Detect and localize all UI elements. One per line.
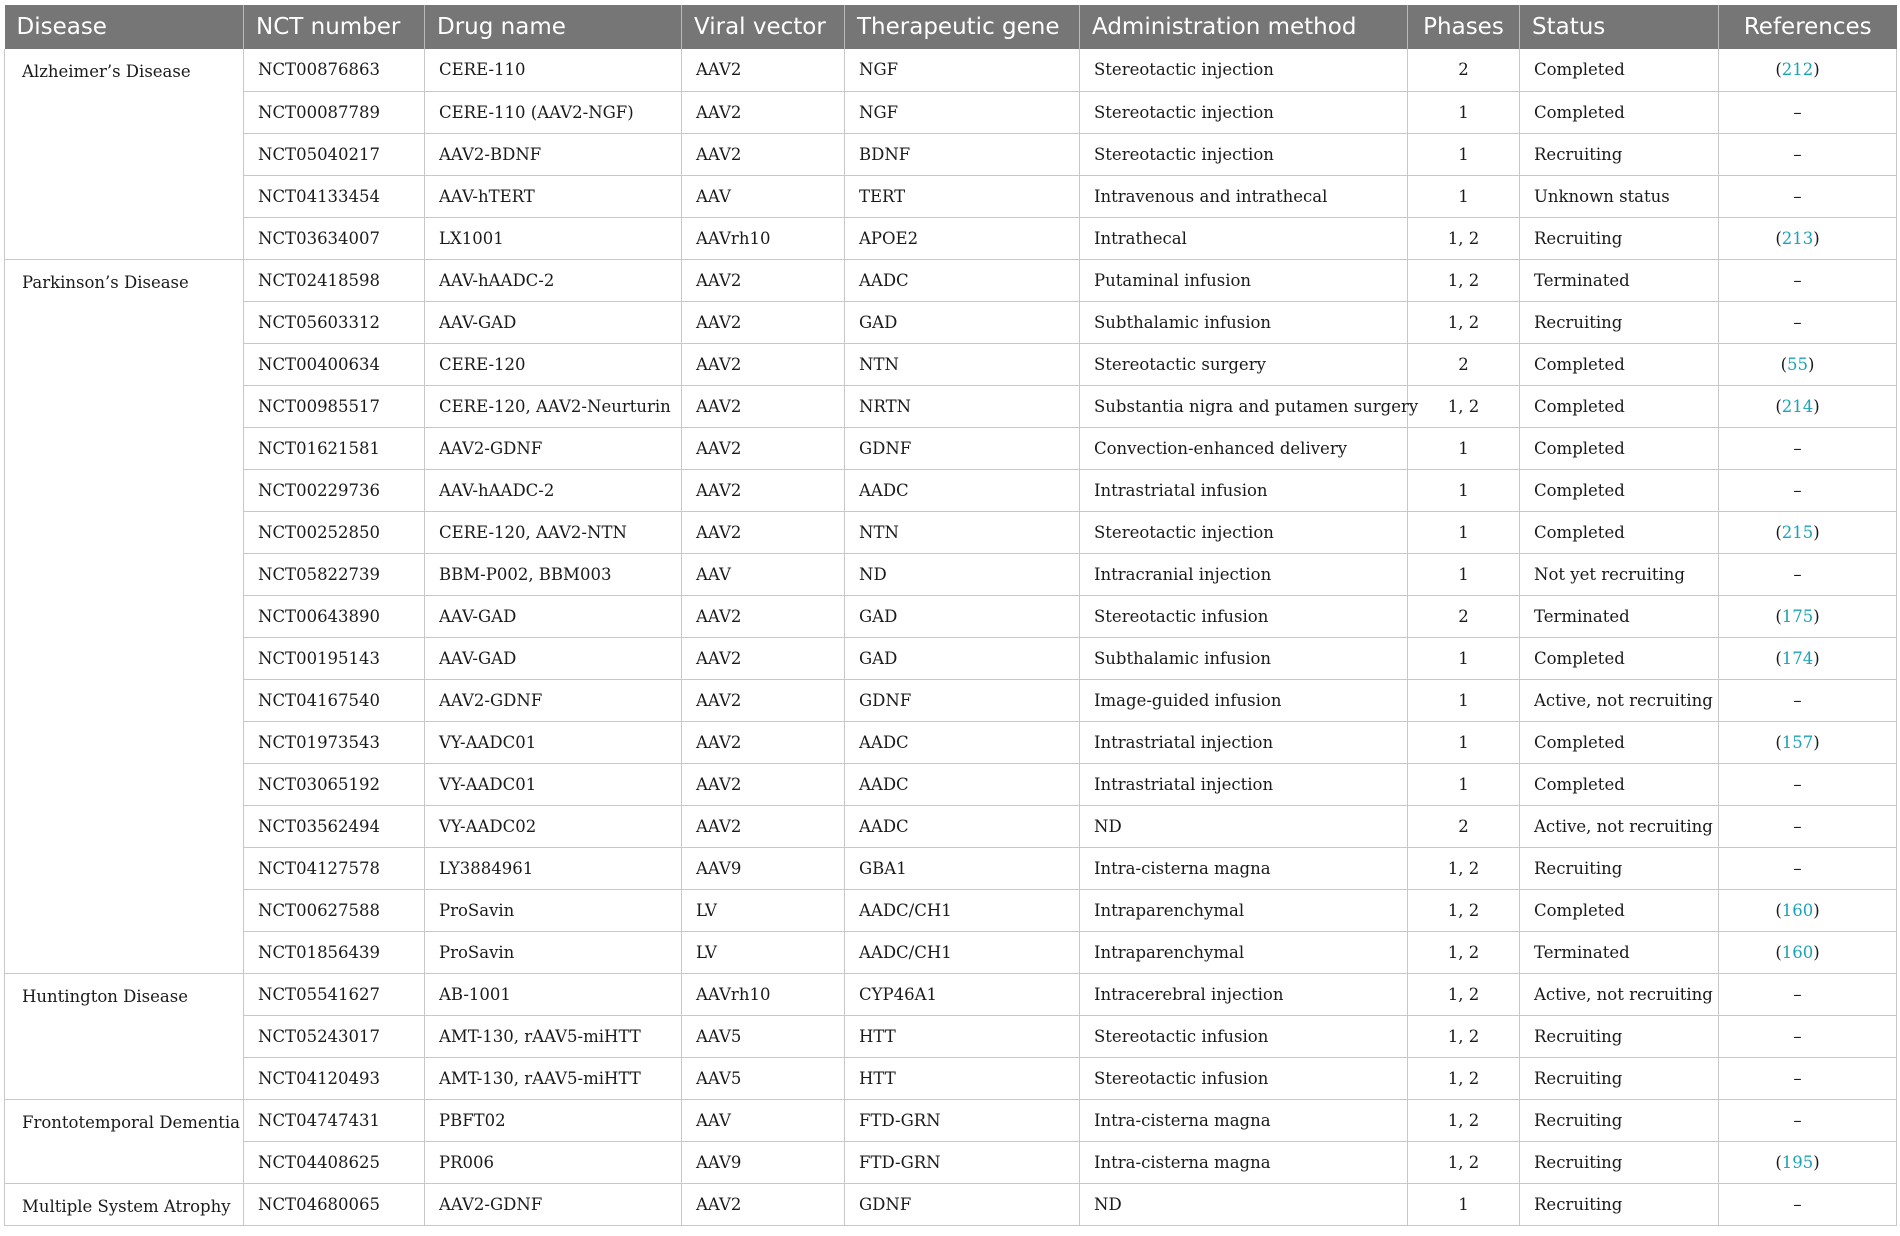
references-cell: –: [1719, 91, 1897, 133]
table-row: [5, 1183, 1897, 1225]
table-row: [5, 49, 1897, 91]
therapeutic-gene-cell: GDNF: [845, 427, 1080, 469]
reference-link[interactable]: 214: [1781, 396, 1814, 416]
drug-name-cell: LY3884961: [425, 847, 682, 889]
therapeutic-gene-cell: AADC: [845, 721, 1080, 763]
viral-vector-cell: AAV: [682, 175, 845, 217]
administration-method-cell: Intraparenchymal: [1080, 931, 1408, 973]
viral-vector-cell: AAV2: [682, 133, 845, 175]
therapeutic-gene-cell: GAD: [845, 301, 1080, 343]
administration-method-cell: Intraparenchymal: [1080, 889, 1408, 931]
administration-method-cell: ND: [1080, 1183, 1408, 1225]
administration-method-cell: Intra-cisterna magna: [1080, 847, 1408, 889]
nct-number-cell: NCT03065192: [244, 763, 425, 805]
drug-name-cell: VY-AADC01: [425, 763, 682, 805]
references-cell: –: [1719, 1183, 1897, 1225]
phases-cell: 1, 2: [1408, 973, 1520, 1015]
administration-method-cell: Intracerebral injection: [1080, 973, 1408, 1015]
viral-vector-cell: AAV2: [682, 259, 845, 301]
administration-method-cell: Intracranial injection: [1080, 553, 1408, 595]
viral-vector-cell: AAV: [682, 1099, 845, 1141]
reference-link[interactable]: 157: [1781, 732, 1814, 752]
reference-link[interactable]: 55: [1787, 354, 1808, 374]
phases-cell: 1, 2: [1408, 931, 1520, 973]
table-body: [5, 49, 1897, 1225]
references-cell: –: [1719, 973, 1897, 1015]
drug-name-cell: AAV2-GDNF: [425, 427, 682, 469]
phases-cell: 1, 2: [1408, 847, 1520, 889]
disease-cell: Huntington Disease: [5, 973, 244, 1099]
references-cell[interactable]: (55): [1719, 343, 1897, 385]
header-references: References: [1719, 5, 1897, 49]
nct-number-cell: NCT00252850: [244, 511, 425, 553]
nct-number-cell: NCT00985517: [244, 385, 425, 427]
references-cell[interactable]: (215): [1719, 511, 1897, 553]
table-row: [5, 343, 1897, 385]
administration-method-cell: Putaminal infusion: [1080, 259, 1408, 301]
viral-vector-cell: AAV: [682, 553, 845, 595]
status-cell: Recruiting: [1520, 1141, 1719, 1183]
drug-name-cell: VY-AADC02: [425, 805, 682, 847]
nct-number-cell: NCT05040217: [244, 133, 425, 175]
therapeutic-gene-cell: AADC/CH1: [845, 889, 1080, 931]
drug-name-cell: AAV2-GDNF: [425, 1183, 682, 1225]
nct-number-cell: NCT01856439: [244, 931, 425, 973]
nct-number-cell: NCT00087789: [244, 91, 425, 133]
administration-method-cell: Intra-cisterna magna: [1080, 1141, 1408, 1183]
references-cell: –: [1719, 469, 1897, 511]
nct-number-cell: NCT00627588: [244, 889, 425, 931]
references-cell[interactable]: (157): [1719, 721, 1897, 763]
drug-name-cell: CERE-120, AAV2-NTN: [425, 511, 682, 553]
drug-name-cell: AAV-hAADC-2: [425, 259, 682, 301]
nct-number-cell: NCT04408625: [244, 1141, 425, 1183]
table-row: [5, 259, 1897, 301]
reference-link[interactable]: 175: [1781, 606, 1814, 626]
drug-name-cell: VY-AADC01: [425, 721, 682, 763]
viral-vector-cell: AAV2: [682, 637, 845, 679]
therapeutic-gene-cell: NGF: [845, 91, 1080, 133]
therapeutic-gene-cell: CYP46A1: [845, 973, 1080, 1015]
references-cell[interactable]: (213): [1719, 217, 1897, 259]
status-cell: Completed: [1520, 385, 1719, 427]
phases-cell: 1: [1408, 133, 1520, 175]
table-row: [5, 385, 1897, 427]
table-row: [5, 1015, 1897, 1057]
status-cell: Completed: [1520, 49, 1719, 91]
nct-number-cell: NCT05243017: [244, 1015, 425, 1057]
drug-name-cell: CERE-120: [425, 343, 682, 385]
references-cell: –: [1719, 553, 1897, 595]
nct-number-cell: NCT03562494: [244, 805, 425, 847]
table-row: [5, 637, 1897, 679]
table-row: [5, 1099, 1897, 1141]
viral-vector-cell: AAV5: [682, 1015, 845, 1057]
therapeutic-gene-cell: NRTN: [845, 385, 1080, 427]
nct-number-cell: NCT03634007: [244, 217, 425, 259]
viral-vector-cell: AAV2: [682, 805, 845, 847]
therapeutic-gene-cell: AADC: [845, 763, 1080, 805]
references-cell: –: [1719, 259, 1897, 301]
status-cell: Completed: [1520, 763, 1719, 805]
phases-cell: 1, 2: [1408, 1057, 1520, 1099]
therapeutic-gene-cell: NTN: [845, 511, 1080, 553]
references-cell: –: [1719, 301, 1897, 343]
table-header: [5, 5, 1897, 49]
table-row: [5, 1141, 1897, 1183]
phases-cell: 1: [1408, 1183, 1520, 1225]
viral-vector-cell: AAV2: [682, 385, 845, 427]
therapeutic-gene-cell: GAD: [845, 637, 1080, 679]
viral-vector-cell: AAV2: [682, 469, 845, 511]
viral-vector-cell: LV: [682, 889, 845, 931]
references-cell: –: [1719, 133, 1897, 175]
therapeutic-gene-cell: NTN: [845, 343, 1080, 385]
table-row: [5, 133, 1897, 175]
references-cell: –: [1719, 1057, 1897, 1099]
status-cell: Recruiting: [1520, 1057, 1719, 1099]
disease-cell: Multiple System Atrophy: [5, 1183, 244, 1225]
references-cell[interactable]: (214): [1719, 385, 1897, 427]
references-cell: –: [1719, 175, 1897, 217]
viral-vector-cell: AAVrh10: [682, 217, 845, 259]
references-cell[interactable]: (212): [1719, 49, 1897, 91]
viral-vector-cell: AAV2: [682, 343, 845, 385]
viral-vector-cell: AAV2: [682, 511, 845, 553]
therapeutic-gene-cell: GDNF: [845, 1183, 1080, 1225]
phases-cell: 1: [1408, 469, 1520, 511]
nct-number-cell: NCT04127578: [244, 847, 425, 889]
header-row: [5, 5, 1897, 49]
table-row: [5, 889, 1897, 931]
header-phases: Phases: [1408, 5, 1520, 49]
drug-name-cell: LX1001: [425, 217, 682, 259]
viral-vector-cell: AAV5: [682, 1057, 845, 1099]
status-cell: Active, not recruiting: [1520, 973, 1719, 1015]
administration-method-cell: Stereotactic injection: [1080, 49, 1408, 91]
clinical-trials-table: [4, 5, 1897, 1226]
references-cell[interactable]: (175): [1719, 595, 1897, 637]
phases-cell: 1, 2: [1408, 1141, 1520, 1183]
administration-method-cell: ND: [1080, 805, 1408, 847]
nct-number-cell: NCT02418598: [244, 259, 425, 301]
phases-cell: 1, 2: [1408, 1099, 1520, 1141]
phases-cell: 1: [1408, 679, 1520, 721]
viral-vector-cell: AAV2: [682, 301, 845, 343]
drug-name-cell: AAV-GAD: [425, 301, 682, 343]
administration-method-cell: Stereotactic infusion: [1080, 595, 1408, 637]
reference-link[interactable]: 160: [1781, 942, 1814, 962]
therapeutic-gene-cell: TERT: [845, 175, 1080, 217]
table-row: [5, 1057, 1897, 1099]
header-status: Status: [1520, 5, 1719, 49]
viral-vector-cell: LV: [682, 931, 845, 973]
viral-vector-cell: AAV2: [682, 763, 845, 805]
table-row: [5, 847, 1897, 889]
administration-method-cell: Intrastriatal injection: [1080, 763, 1408, 805]
therapeutic-gene-cell: ND: [845, 553, 1080, 595]
status-cell: Unknown status: [1520, 175, 1719, 217]
status-cell: Recruiting: [1520, 133, 1719, 175]
header-administration-method: Administration method: [1080, 5, 1408, 49]
phases-cell: 1, 2: [1408, 889, 1520, 931]
drug-name-cell: AAV2-GDNF: [425, 679, 682, 721]
drug-name-cell: CERE-120, AAV2-Neurturin: [425, 385, 682, 427]
therapeutic-gene-cell: GBA1: [845, 847, 1080, 889]
drug-name-cell: AMT-130, rAAV5-miHTT: [425, 1015, 682, 1057]
therapeutic-gene-cell: AADC/CH1: [845, 931, 1080, 973]
header-drug-name: Drug name: [425, 5, 682, 49]
status-cell: Active, not recruiting: [1520, 805, 1719, 847]
phases-cell: 1, 2: [1408, 217, 1520, 259]
phases-cell: 1: [1408, 721, 1520, 763]
header-disease: Disease: [5, 5, 244, 49]
references-cell[interactable]: (174): [1719, 637, 1897, 679]
administration-method-cell: Stereotactic injection: [1080, 133, 1408, 175]
drug-name-cell: ProSavin: [425, 889, 682, 931]
status-cell: Terminated: [1520, 259, 1719, 301]
drug-name-cell: AAV-GAD: [425, 595, 682, 637]
status-cell: Recruiting: [1520, 217, 1719, 259]
reference-link[interactable]: 212: [1781, 60, 1814, 80]
viral-vector-cell: AAVrh10: [682, 973, 845, 1015]
header-therapeutic-gene: Therapeutic gene: [845, 5, 1080, 49]
administration-method-cell: Intravenous and intrathecal: [1080, 175, 1408, 217]
administration-method-cell: Intra-cisterna magna: [1080, 1099, 1408, 1141]
drug-name-cell: PBFT02: [425, 1099, 682, 1141]
status-cell: Completed: [1520, 637, 1719, 679]
administration-method-cell: Subthalamic infusion: [1080, 637, 1408, 679]
administration-method-cell: Substantia nigra and putamen surgery: [1080, 385, 1408, 427]
references-cell: –: [1719, 1099, 1897, 1141]
nct-number-cell: NCT00643890: [244, 595, 425, 637]
therapeutic-gene-cell: AADC: [845, 469, 1080, 511]
phases-cell: 2: [1408, 805, 1520, 847]
reference-link[interactable]: 215: [1781, 522, 1814, 542]
table-row: [5, 217, 1897, 259]
nct-number-cell: NCT00195143: [244, 637, 425, 679]
drug-name-cell: AB-1001: [425, 973, 682, 1015]
therapeutic-gene-cell: AADC: [845, 805, 1080, 847]
administration-method-cell: Stereotactic injection: [1080, 91, 1408, 133]
viral-vector-cell: AAV2: [682, 49, 845, 91]
nct-number-cell: NCT04133454: [244, 175, 425, 217]
therapeutic-gene-cell: GAD: [845, 595, 1080, 637]
reference-link[interactable]: 213: [1781, 228, 1814, 248]
administration-method-cell: Intrastriatal injection: [1080, 721, 1408, 763]
table-row: [5, 721, 1897, 763]
disease-cell: Parkinson’s Disease: [5, 259, 244, 973]
phases-cell: 1: [1408, 91, 1520, 133]
administration-method-cell: Convection-enhanced delivery: [1080, 427, 1408, 469]
table-row: [5, 763, 1897, 805]
table-row: [5, 553, 1897, 595]
phases-cell: 1: [1408, 553, 1520, 595]
viral-vector-cell: AAV2: [682, 427, 845, 469]
phases-cell: 2: [1408, 343, 1520, 385]
therapeutic-gene-cell: HTT: [845, 1057, 1080, 1099]
references-cell[interactable]: (195): [1719, 1141, 1897, 1183]
viral-vector-cell: AAV2: [682, 91, 845, 133]
references-cell[interactable]: (160): [1719, 889, 1897, 931]
references-cell[interactable]: (160): [1719, 931, 1897, 973]
status-cell: Completed: [1520, 91, 1719, 133]
viral-vector-cell: AAV2: [682, 595, 845, 637]
phases-cell: 1, 2: [1408, 259, 1520, 301]
table-row: [5, 91, 1897, 133]
table-row: [5, 973, 1897, 1015]
therapeutic-gene-cell: FTD-GRN: [845, 1099, 1080, 1141]
nct-number-cell: NCT01621581: [244, 427, 425, 469]
status-cell: Recruiting: [1520, 1183, 1719, 1225]
nct-number-cell: NCT04747431: [244, 1099, 425, 1141]
status-cell: Terminated: [1520, 931, 1719, 973]
disease-cell: Frontotemporal Dementia: [5, 1099, 244, 1183]
viral-vector-cell: AAV2: [682, 679, 845, 721]
therapeutic-gene-cell: AADC: [845, 259, 1080, 301]
viral-vector-cell: AAV2: [682, 721, 845, 763]
references-cell: –: [1719, 847, 1897, 889]
reference-link[interactable]: 160: [1781, 900, 1814, 920]
therapeutic-gene-cell: BDNF: [845, 133, 1080, 175]
reference-link[interactable]: 174: [1781, 648, 1814, 668]
nct-number-cell: NCT00229736: [244, 469, 425, 511]
table-row: [5, 427, 1897, 469]
status-cell: Completed: [1520, 511, 1719, 553]
viral-vector-cell: AAV9: [682, 847, 845, 889]
nct-number-cell: NCT00400634: [244, 343, 425, 385]
drug-name-cell: ProSavin: [425, 931, 682, 973]
status-cell: Not yet recruiting: [1520, 553, 1719, 595]
nct-number-cell: NCT05603312: [244, 301, 425, 343]
administration-method-cell: Stereotactic infusion: [1080, 1015, 1408, 1057]
administration-method-cell: Intrastriatal infusion: [1080, 469, 1408, 511]
administration-method-cell: Stereotactic surgery: [1080, 343, 1408, 385]
therapeutic-gene-cell: HTT: [845, 1015, 1080, 1057]
drug-name-cell: CERE-110: [425, 49, 682, 91]
table-row: [5, 301, 1897, 343]
references-cell: –: [1719, 427, 1897, 469]
reference-link[interactable]: 195: [1781, 1152, 1814, 1172]
phases-cell: 2: [1408, 49, 1520, 91]
drug-name-cell: AMT-130, rAAV5-miHTT: [425, 1057, 682, 1099]
references-cell: –: [1719, 763, 1897, 805]
table-row: [5, 469, 1897, 511]
phases-cell: 1, 2: [1408, 385, 1520, 427]
nct-number-cell: NCT04680065: [244, 1183, 425, 1225]
nct-number-cell: NCT05822739: [244, 553, 425, 595]
status-cell: Recruiting: [1520, 847, 1719, 889]
administration-method-cell: Stereotactic infusion: [1080, 1057, 1408, 1099]
status-cell: Active, not recruiting: [1520, 679, 1719, 721]
references-cell: –: [1719, 679, 1897, 721]
drug-name-cell: PR006: [425, 1141, 682, 1183]
status-cell: Completed: [1520, 889, 1719, 931]
phases-cell: 1: [1408, 427, 1520, 469]
references-cell: –: [1719, 805, 1897, 847]
status-cell: Completed: [1520, 721, 1719, 763]
nct-number-cell: NCT04120493: [244, 1057, 425, 1099]
administration-method-cell: Stereotactic injection: [1080, 511, 1408, 553]
administration-method-cell: Image-guided infusion: [1080, 679, 1408, 721]
table-row: [5, 931, 1897, 973]
table-row: [5, 679, 1897, 721]
viral-vector-cell: AAV9: [682, 1141, 845, 1183]
administration-method-cell: Subthalamic infusion: [1080, 301, 1408, 343]
nct-number-cell: NCT05541627: [244, 973, 425, 1015]
status-cell: Terminated: [1520, 595, 1719, 637]
therapeutic-gene-cell: FTD-GRN: [845, 1141, 1080, 1183]
drug-name-cell: CERE-110 (AAV2-NGF): [425, 91, 682, 133]
status-cell: Completed: [1520, 427, 1719, 469]
phases-cell: 2: [1408, 595, 1520, 637]
status-cell: Recruiting: [1520, 1015, 1719, 1057]
status-cell: Completed: [1520, 469, 1719, 511]
status-cell: Recruiting: [1520, 301, 1719, 343]
nct-number-cell: NCT00876863: [244, 49, 425, 91]
table-row: [5, 175, 1897, 217]
nct-number-cell: NCT01973543: [244, 721, 425, 763]
status-cell: Completed: [1520, 343, 1719, 385]
phases-cell: 1: [1408, 763, 1520, 805]
disease-cell: Alzheimer’s Disease: [5, 49, 244, 259]
phases-cell: 1, 2: [1408, 1015, 1520, 1057]
header-nct-number: NCT number: [244, 5, 425, 49]
therapeutic-gene-cell: GDNF: [845, 679, 1080, 721]
drug-name-cell: BBM-P002, BBM003: [425, 553, 682, 595]
status-cell: Recruiting: [1520, 1099, 1719, 1141]
drug-name-cell: AAV-GAD: [425, 637, 682, 679]
phases-cell: 1: [1408, 637, 1520, 679]
table-row: [5, 511, 1897, 553]
drug-name-cell: AAV-hAADC-2: [425, 469, 682, 511]
administration-method-cell: Intrathecal: [1080, 217, 1408, 259]
table-row: [5, 805, 1897, 847]
phases-cell: 1, 2: [1408, 301, 1520, 343]
phases-cell: 1: [1408, 511, 1520, 553]
references-cell: –: [1719, 1015, 1897, 1057]
phases-cell: 1: [1408, 175, 1520, 217]
table-row: [5, 595, 1897, 637]
viral-vector-cell: AAV2: [682, 1183, 845, 1225]
drug-name-cell: AAV-hTERT: [425, 175, 682, 217]
therapeutic-gene-cell: NGF: [845, 49, 1080, 91]
therapeutic-gene-cell: APOE2: [845, 217, 1080, 259]
nct-number-cell: NCT04167540: [244, 679, 425, 721]
header-viral-vector: Viral vector: [682, 5, 845, 49]
drug-name-cell: AAV2-BDNF: [425, 133, 682, 175]
